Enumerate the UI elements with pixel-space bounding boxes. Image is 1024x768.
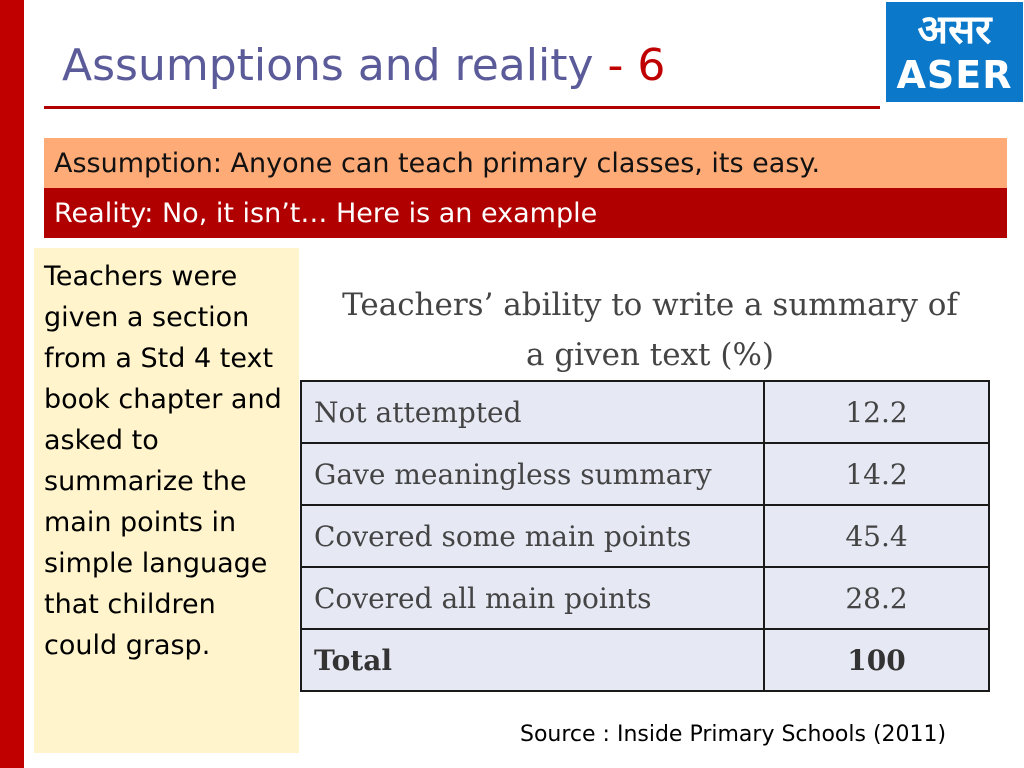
- row-label: Gave meaningless summary: [301, 443, 764, 505]
- slide-title: [62, 40, 665, 91]
- slide-number: 6: [637, 40, 666, 91]
- table-row: [301, 381, 989, 443]
- row-value: 12.2: [764, 381, 989, 443]
- row-value: 100: [764, 629, 989, 691]
- summary-table: [300, 380, 990, 692]
- row-label: Covered all main points: [301, 567, 764, 629]
- reality-banner: Reality: No, it isn’t… Here is an example: [44, 188, 1007, 238]
- logo-english-text: ASER: [896, 53, 1013, 97]
- row-label: Not attempted: [301, 381, 764, 443]
- description-note: Teachers were given a section from a Std 4 text book chapter and asked to summarize the main points in simple language that children could grasp.: [34, 248, 299, 753]
- table-title: Teachers’ ability to write a summary of a given text (%): [342, 287, 958, 373]
- aser-logo: [886, 2, 1023, 102]
- source-citation: Source : Inside Primary Schools (2011): [520, 722, 947, 747]
- row-label: Total: [301, 629, 764, 691]
- row-value: 28.2: [764, 567, 989, 629]
- row-label: Covered some main points: [301, 505, 764, 567]
- row-value: 14.2: [764, 443, 989, 505]
- table-row-total: [301, 629, 989, 691]
- table-row: [301, 505, 989, 567]
- left-accent-bar: [0, 0, 24, 768]
- slide-title-dash: -: [607, 40, 624, 91]
- logo-hindi-text: असर: [917, 7, 992, 53]
- title-underline: [44, 106, 880, 109]
- assumption-banner: Assumption: Anyone can teach primary classes, its easy.: [44, 138, 1007, 188]
- table-row: [301, 567, 989, 629]
- slide-title-text: Assumptions and reality: [62, 40, 594, 91]
- table-row: [301, 443, 989, 505]
- row-value: 45.4: [764, 505, 989, 567]
